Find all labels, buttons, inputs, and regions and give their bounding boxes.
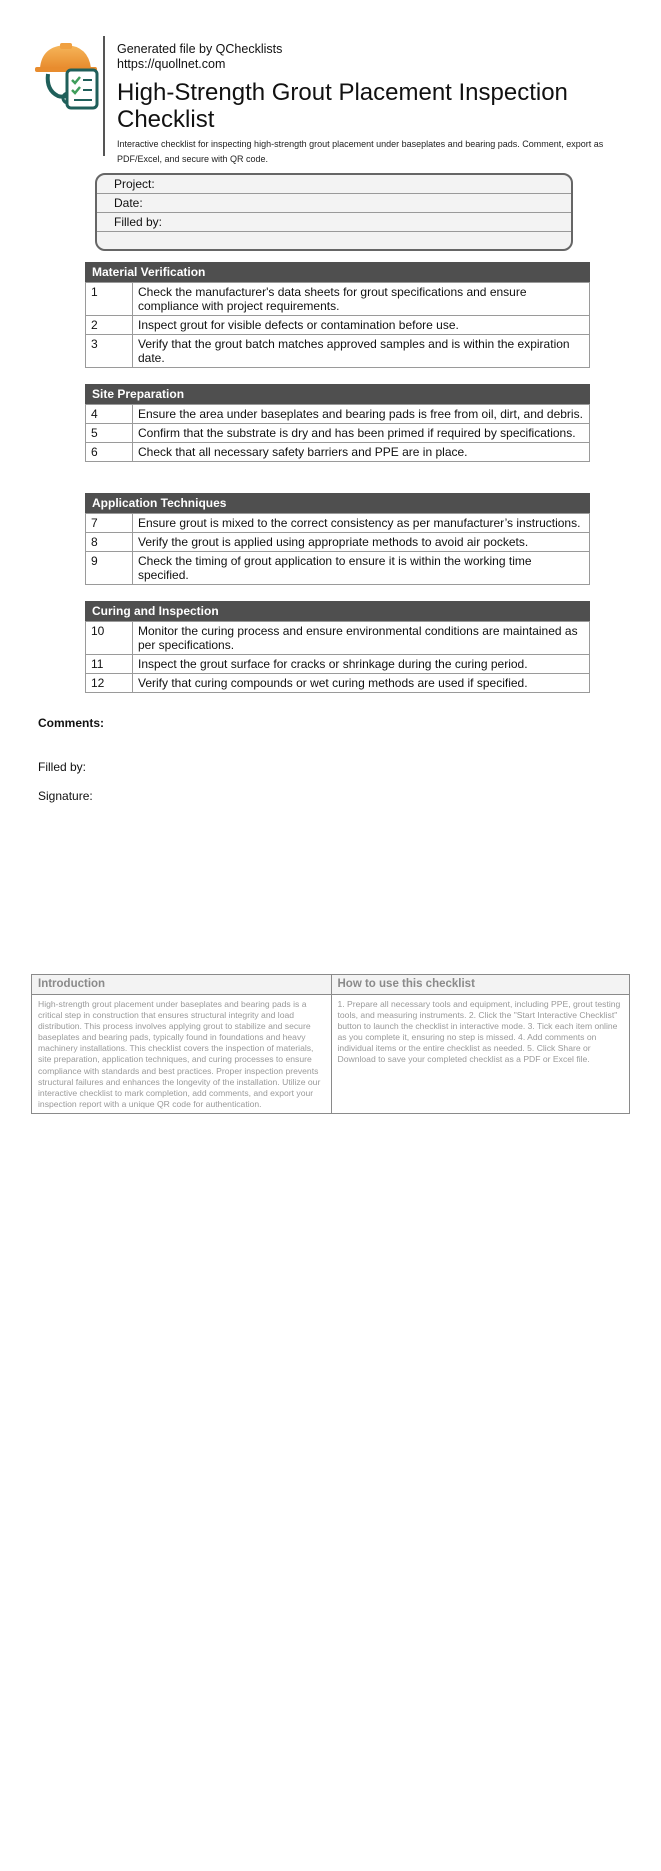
checklist-item[interactable] <box>86 283 590 316</box>
checklist-item[interactable] <box>86 424 590 443</box>
item-number: 8 <box>86 533 133 552</box>
project-field[interactable]: Project: <box>97 175 571 194</box>
introduction-text: High-strength grout placement under baseplates and bearing pads is a critical step in construction that ensures structural integrity and load distribution. This process involves applying grout to stabilize and secure baseplates and bearing pads, typically found in foundations and heavy machinery installations. This checklist covers the inspection of materials, site preparation, application techniques, and curing processes to ensure compliance with standards and best practices. Proper inspection prevents structural failures and enhances the longevity of the installation. Utilize our interactive checklist to mark completion, add comments, and export your inspection report with a unique QR code for authentication. <box>38 999 321 1109</box>
item-number: 9 <box>86 552 133 585</box>
how-to-text: 1. Prepare all necessary tools and equipment, including PPE, grout testing tools, and measuring instruments. 2. Click the "Start Interactive Checklist" button to launch the checklist in interactive mode. 3. Tick each item online as you complete it, ensuring no step is missed. 4. Add comments on individual items or the entire checklist as needed. 5. Click Share or Download to save your completed checklist as a PDF or Excel file. <box>337 999 621 1065</box>
section-title: Curing and Inspection <box>85 601 590 621</box>
item-text: Check the manufacturer's data sheets for grout specifications and ensure compliance with project requirements. <box>133 283 590 316</box>
filled-by-label: Filled by: <box>38 760 87 774</box>
item-text: Ensure the area under baseplates and bearing pads is free from oil, dirt, and debris. <box>133 405 590 424</box>
item-number: 12 <box>86 674 133 693</box>
item-number: 4 <box>86 405 133 424</box>
item-number: 5 <box>86 424 133 443</box>
checklist-item[interactable] <box>86 655 590 674</box>
section-site-preparation <box>85 384 590 462</box>
hardhat-checklist-logo-icon <box>34 40 104 112</box>
item-number: 3 <box>86 335 133 368</box>
item-text: Verify that the grout batch matches approved samples and is within the expiration date. <box>133 335 590 368</box>
item-number: 11 <box>86 655 133 674</box>
how-to-heading: How to use this checklist <box>332 975 630 995</box>
section-title: Material Verification <box>85 262 590 282</box>
item-number: 10 <box>86 622 133 655</box>
source-url[interactable]: https://quollnet.com <box>117 57 226 71</box>
item-number: 2 <box>86 316 133 335</box>
item-text: Ensure grout is mixed to the correct consistency as per manufacturer’s instructions. <box>133 514 590 533</box>
how-to-column <box>331 975 630 1113</box>
item-text: Check the timing of grout application to ensure it is within the working time specified. <box>133 552 590 585</box>
filled-by-field[interactable]: Filled by: <box>97 213 571 232</box>
checklist-item[interactable] <box>86 533 590 552</box>
page-description: Interactive checklist for inspecting high-strength grout placement under baseplates and bearing pads. Comment, export as PDF/Excel, and secure with QR code. <box>117 139 604 164</box>
section-title: Application Techniques <box>85 493 590 513</box>
comments-label: Comments: <box>38 716 105 730</box>
checklist-item[interactable] <box>86 405 590 424</box>
item-number: 6 <box>86 443 133 462</box>
item-number: 1 <box>86 283 133 316</box>
header-divider <box>103 36 105 156</box>
checklist-item[interactable] <box>86 674 590 693</box>
date-field[interactable]: Date: <box>97 194 571 213</box>
item-number: 7 <box>86 514 133 533</box>
checklist-item[interactable] <box>86 622 590 655</box>
project-info-box <box>95 173 573 251</box>
section-material-verification <box>85 262 590 368</box>
section-curing-and-inspection <box>85 601 590 693</box>
item-text: Check that all necessary safety barriers and PPE are in place. <box>133 443 590 462</box>
section-title: Site Preparation <box>85 384 590 404</box>
generated-by-text: Generated file by QChecklists <box>117 42 283 56</box>
item-text: Verify that curing compounds or wet curing methods are used if specified. <box>133 674 590 693</box>
checklist-item[interactable] <box>86 514 590 533</box>
page-title: High-Strength Grout Placement Inspection Checklist <box>117 79 568 133</box>
checklist-item[interactable] <box>86 316 590 335</box>
checklist-item[interactable] <box>86 443 590 462</box>
document-header <box>117 42 612 167</box>
item-text: Inspect grout for visible defects or contamination before use. <box>133 316 590 335</box>
signature-label: Signature: <box>38 789 93 803</box>
item-text: Inspect the grout surface for cracks or shrinkage during the curing period. <box>133 655 590 674</box>
checklist-item[interactable] <box>86 335 590 368</box>
item-text: Confirm that the substrate is dry and has been primed if required by specifications. <box>133 424 590 443</box>
item-text: Verify the grout is applied using appropriate methods to avoid air pockets. <box>133 533 590 552</box>
checklist-item[interactable] <box>86 552 590 585</box>
item-text: Monitor the curing process and ensure environmental conditions are maintained as per specifications. <box>133 622 590 655</box>
introduction-heading: Introduction <box>32 975 331 995</box>
introduction-column <box>32 975 331 1113</box>
section-application-techniques <box>85 493 590 585</box>
intro-howto-table <box>31 974 630 1114</box>
